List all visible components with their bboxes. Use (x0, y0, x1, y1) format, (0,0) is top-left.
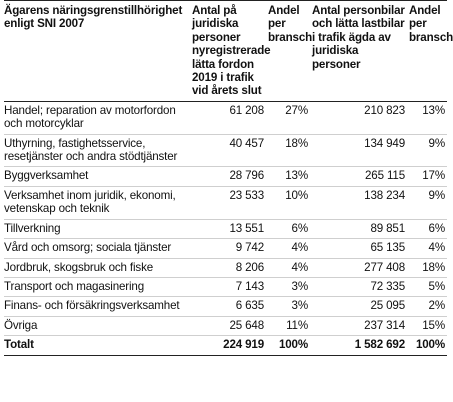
table-row (4, 277, 447, 296)
table-row (4, 101, 447, 134)
cell-share-new: 13% (266, 167, 310, 186)
cell-count-fleet: 25 095 (310, 297, 407, 316)
table-row (4, 134, 447, 167)
cell-count-new: 13 551 (190, 219, 266, 238)
cell-share-new: 3% (266, 297, 310, 316)
header-sector: Ägarens näringsgrenstillhörighet enligt SNI 2007 (4, 4, 183, 31)
table-row (4, 297, 447, 316)
cell-sector: Handel; reparation av motorfordon och motorcyklar (4, 101, 190, 134)
cell-share-new: 18% (266, 134, 310, 167)
table-row (4, 186, 447, 219)
cell-count-new: 6 635 (190, 297, 266, 316)
cell-sector: Finans- och försäkringsverksamhet (4, 297, 190, 316)
cell-count-fleet: 65 135 (310, 239, 407, 258)
cell-sector: Transport och magasinering (4, 277, 190, 296)
total-cell-count-new: 224 919 (190, 336, 266, 355)
cell-sector: Vård och omsorg; sociala tjänster (4, 239, 190, 258)
total-cell-count-fleet: 1 582 692 (310, 336, 407, 355)
cell-count-new: 23 533 (190, 186, 266, 219)
table-row (4, 316, 447, 335)
cell-share-fleet: 9% (407, 186, 447, 219)
cell-count-new: 25 648 (190, 316, 266, 335)
header-share-fleet: Andel per bransch (409, 4, 453, 44)
cell-share-fleet: 4% (407, 239, 447, 258)
cell-share-fleet: 5% (407, 277, 447, 296)
cell-count-new: 8 206 (190, 258, 266, 277)
cell-share-fleet: 17% (407, 167, 447, 186)
cell-count-new: 9 742 (190, 239, 266, 258)
cell-share-new: 6% (266, 219, 310, 238)
table-header (4, 1, 453, 102)
cell-count-fleet: 277 408 (310, 258, 407, 277)
cell-sector: Byggverksamhet (4, 167, 190, 186)
header-count-new: Antal på juridiska personer nyregistrerade lätta fordon 2019 i trafik vid årets slut (192, 4, 271, 98)
cell-count-new: 7 143 (190, 277, 266, 296)
vehicle-ownership-table (4, 0, 453, 356)
cell-count-fleet: 237 314 (310, 316, 407, 335)
total-row (4, 336, 447, 355)
cell-share-new: 4% (266, 258, 310, 277)
cell-count-new: 28 796 (190, 167, 266, 186)
cell-share-new: 4% (266, 239, 310, 258)
cell-share-new: 3% (266, 277, 310, 296)
cell-count-fleet: 72 335 (310, 277, 407, 296)
cell-sector: Tillverkning (4, 219, 190, 238)
total-cell-share-new: 100% (266, 336, 310, 355)
cell-share-fleet: 13% (407, 101, 447, 134)
cell-count-new: 61 208 (190, 101, 266, 134)
cell-count-fleet: 210 823 (310, 101, 407, 134)
cell-share-new: 27% (266, 101, 310, 134)
cell-sector: Verksamhet inom juridik, ekonomi, vetenskap och teknik (4, 186, 190, 219)
table-row (4, 219, 447, 238)
cell-share-new: 10% (266, 186, 310, 219)
total-cell-sector: Totalt (4, 336, 190, 355)
table-row (4, 239, 447, 258)
header-count-fleet: Antal personbilar och lätta lastbilar i trafik ägda av juridiska personer (312, 4, 405, 71)
cell-count-fleet: 265 115 (310, 167, 407, 186)
cell-share-fleet: 2% (407, 297, 447, 316)
cell-sector: Övriga (4, 316, 190, 335)
table-row (4, 167, 447, 186)
cell-count-new: 40 457 (190, 134, 266, 167)
cell-sector: Uthyrning, fastighetsservice, resetjänster och andra stödtjänster (4, 134, 190, 167)
cell-share-fleet: 15% (407, 316, 447, 335)
cell-sector: Jordbruk, skogsbruk och fiske (4, 258, 190, 277)
table-body (4, 101, 447, 355)
cell-share-fleet: 9% (407, 134, 447, 167)
cell-count-fleet: 134 949 (310, 134, 407, 167)
header-share-new: Andel per bransch (268, 4, 313, 44)
cell-share-new: 11% (266, 316, 310, 335)
total-cell-share-fleet: 100% (407, 336, 447, 355)
cell-share-fleet: 18% (407, 258, 447, 277)
header-row (4, 1, 447, 102)
cell-count-fleet: 138 234 (310, 186, 407, 219)
table-row (4, 258, 447, 277)
cell-count-fleet: 89 851 (310, 219, 407, 238)
cell-share-fleet: 6% (407, 219, 447, 238)
